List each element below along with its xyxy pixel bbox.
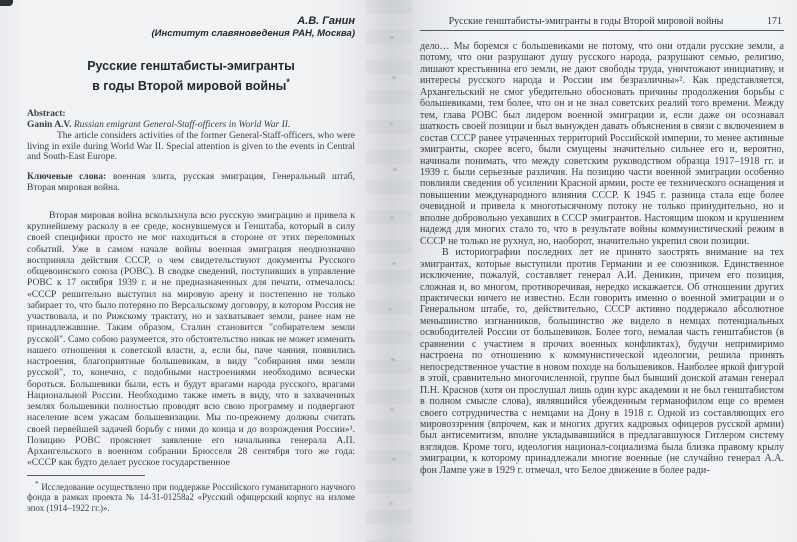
footnote-marker: * — [35, 478, 39, 488]
abstract-text: The article considers activities of the former General-Staff-officers, who were living in exile during World War II. Special attention is given to the events in Central and South-East Europe. — [27, 131, 355, 163]
author-block — [27, 15, 355, 40]
article-title-line2: в годы Второй мировой войны — [92, 79, 287, 94]
author-name: А.В. Ганин — [297, 15, 355, 27]
footnote-text: Исследование осуществлено при поддержке Российского гуманитарного научного фонда в рамках проекта № 14-31-01258а2 «Русский офицерский корпус на изломе эпох (1914–1922 гг.)». — [27, 481, 356, 513]
running-header — [420, 15, 784, 31]
article-title — [27, 58, 355, 94]
article-title-line1: Русские генштабисты-эмигранты — [87, 59, 295, 73]
abstract-citation — [27, 120, 355, 131]
abstract-label: Abstract: — [27, 109, 66, 120]
footnote — [27, 479, 355, 514]
citation-title: Russian emigrant General-Staff-officers in World War II. — [73, 120, 291, 131]
body-paragraph: В историографии последних лет не принято заострять внимание на тех эмигрантах, которые выступили против Германии и ее союзников. Единственное исключение, пожалуй, составляет генерал А.И. Деникин, причем его позиция, сложная и, во многом, противоречивая, нередко искажается. Об отношении других практически ничего не известно. Если говорить именно о военной эмиграции и о Генеральном штабе, то, действительно, СССР активно поддержало абсолютное меньшинство изгнанников, большинство же видело в немцах потенциальных освободителей России от большевиков. Более того, немалая часть генштабистов (в сравнении с участием в прочих военных конфликтах), будучи непримиримо настроена по отношению к коммунистической идеологии, решила принять непосредственное участие в новом походе на большевиков. Наиболее яркой фигурой в этой, сравнительно многочисленной, группе был бывший донской атаман генерал П.Н. Краснов (хотя он прослушал лишь один курс академии и не был генштабистом в полном смысле слова), являвшийся убежденным германофилом еще со времен своего сотрудничества с немцами на Дону в 1918 г. Одной из составляющих его мировоззрения (впрочем, как и многих других кадровых офицеров русской армии) был антисемитизм, вполне укладывавшийся в предлагавшуюся Гитлером систему взглядов. Кроме того, идеология национал-социализма была близка правому крылу эмиграции, к которому принадлежали многие военные (не случайно генерал А.А. фон Лампе уже в 1929 г. отмечал, что Белое движение в более ради- — [420, 247, 784, 476]
body-paragraph: Вторая мировая война всколыхнула всю русскую эмиграцию и привела к крупнейшему расколу в ее среде, коснувшемуся и Генштаба, который в силу своей специфики просто не мог находиться в стороне от этих переломных событий. Уже в самом начале войны военная эмиграция неоднозначно восприняла действия СССР, о чем свидетельствуют документы Русского общевоинского союза (РОВС). В сводке сведений, поступивших в управление РОВС к 17 октября 1939 г. и не предназначенных для печати, отмечалось: «СССР решительно выступил на мировую арену и постепенно не только забирает то, что было потеряно по Версальскому договору, в котором Россия не участвовала, и по Рижскому трактату, но и захватывает земли, ранее нам не принадлежавшие. Таким образом, Сталин становится "собирателем земли русской". Само собою разумеется, это обстоятельство никак не может изменить нашего отношения к советской власти, а, если бы, паче чаяния, появились настроения, благоприятные большевикам, в виду "собирания ими земли русской", то, конечно, с подобными настроениями необходимо всячески бороться. Большевики были, есть и будут врагами народа русского, врагами Национальной России. Необходимо также иметь в виду, что в захваченных землях большевики полностью проводят всю свою программу и подвергают население всем ужасам большевизации. Мы по-прежнему должны считать своей первейшей задачей борьбу с ними до конца и до возрождения России»¹. Позицию РОВС проясняет заявление его начальника генерала А.П. Архангельского в военном собрании Брюсселя 28 сентября того же года: «СССР как будто делает русское государственное — [27, 209, 355, 469]
running-header-title: Русские генштабисты-эмигранты в годы Второй мировой войны — [448, 16, 724, 27]
keywords-text: военная элита, русская эмиграция, Генеральный штаб, Вторая мировая война. — [27, 171, 356, 193]
body-paragraph: дело… Мы боремся с большевиками не потому, что они отдали русские земли, а потому, что они разрушают душу русского народа, разрушают семью, религию, лишают крестьянина его земли, не дают свободы труда, уничтожают инициативу, и интересы русского народа и России им безразличны»². Как представляется, Архангельский не смог убедительно обосновать причины продолжения борьбы с большевиками, тем более, что он и не знал советских реалий того времени. Между тем, глава РОВС был лидером военной эмиграции и, если даже он осознавал шаткость своей позиции и был вынужден давать объяснения в связи с включением в состав СССР ранее утраченных территорий Российской империи, то менее активные эмигранты, скорее всего, были смущены значительно сильнее его и, вероятно, начинали понимать, что между советским руководством образца 1917–1918 гг. и 1939 г. были серьезные различия. На позицию части военной эмиграции особенно повлияли сведения об усилении Красной армии, росте ее технического оснащения и повышении международного влияния СССР. К 1945 г. разница стала еще более очевидной и привела к многотысячному потоку не только принудительно, но и вполне добровольно уехавших в СССР эмигрантов. Настоящим шоком и крушением надежд для многих стало то, что в результате войны коммунистический режим в СССР не только не рухнул, но, наоборот, значительно укрепил свои позиции. — [420, 41, 784, 247]
page-right — [397, 0, 797, 542]
footnote-ref-asterisk: * — [286, 77, 290, 87]
footnote-divider — [27, 475, 145, 476]
keywords — [27, 172, 355, 194]
citation-author: Ganin A.V. — [27, 120, 72, 131]
keywords-label: Ключевые слова: — [27, 171, 107, 182]
author-affiliation: (Институт славяноведения РАН, Москва) — [151, 28, 355, 39]
page-left — [0, 0, 397, 542]
page-number: 171 — [767, 16, 782, 27]
